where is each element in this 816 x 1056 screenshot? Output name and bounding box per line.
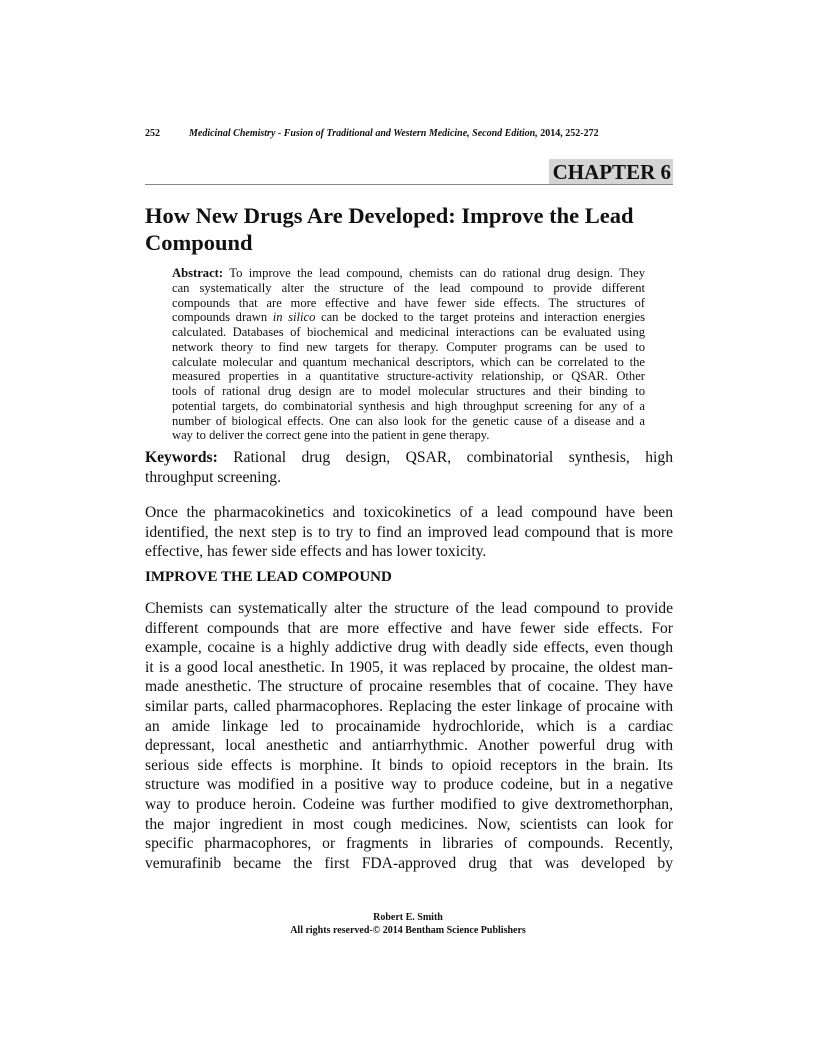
chapter-label: CHAPTER 6 — [549, 159, 673, 184]
footer-rights: All rights reserved-© 2014 Bentham Science Publishers — [290, 925, 526, 936]
abstract-line: compounds that are more effective and have fewer side effects. The structures of — [172, 295, 645, 310]
text-line: way to produce heroin. Codeine was further modified to give dextromethorphan, — [145, 795, 673, 813]
abstract-line: potential targets, do combinatorial synthesis and high throughput screening for any of a — [172, 398, 645, 413]
keywords-line: Rational drug design, QSAR, combinatorial synthesis, high — [217, 449, 673, 466]
keywords-line: throughput screening. — [145, 468, 281, 486]
abstract-line: can systematically alter the structure of the lead compound to provide different — [172, 280, 645, 295]
abstract-line: network theory to find new targets for therapy. Computer programs can be used to — [172, 339, 645, 354]
abstract-line: compounds drawn in silico can be docked to the target proteins and interaction energies — [172, 310, 646, 325]
abstract-line: way to deliver the correct gene into the patient in gene therapy. — [172, 428, 490, 443]
abstract-line: tools of rational drug design are to model molecular structures and their binding to — [172, 384, 645, 398]
abstract-label: Abstract: — [172, 266, 224, 280]
page-number: 252 — [145, 128, 160, 139]
running-header — [145, 128, 599, 139]
keywords-label: Keywords: — [145, 449, 218, 466]
abstract-line: measured properties in a quantitative structure-activity relationship, or QSAR. Other — [172, 369, 645, 384]
text-line: Chemists can systematically alter the structure of the lead compound to provide — [145, 600, 673, 617]
text-line: the major ingredient in most cough medicines. Now, scientists can look for — [145, 815, 673, 833]
title-line: Compound — [145, 230, 253, 255]
text-line: structure was modified in a positive way to produce codeine, but in a negative — [145, 776, 673, 794]
header-rule — [145, 184, 673, 185]
abstract-line: calculated. Databases of biochemical and medicinal interactions can be evaluated using — [172, 325, 645, 339]
text-line: an amide linkage led to procainamide hydrochloride, which is a cardiac — [145, 717, 673, 735]
text-line: made anesthetic. The structure of procaine resembles that of cocaine. They have — [145, 678, 673, 696]
abstract-line: To improve the lead compound, chemists can do rational drug design. They — [223, 266, 645, 280]
text-line: example, cocaine is a highly addictive drug with deadly side effects, even though — [145, 639, 673, 657]
text-line: similar parts, called pharmacophores. Replacing the ester linkage of procaine with — [145, 697, 673, 715]
footer-author: Robert E. Smith — [373, 912, 443, 923]
text-line: Once the pharmacokinetics and toxicokinetics of a lead compound have been — [145, 504, 673, 521]
text-line: effective, has fewer side effects and has lower toxicity. — [145, 543, 487, 560]
text-line: serious side effects is morphine. It binds to opioid receptors in the brain. Its — [145, 756, 673, 774]
text-line: depressant, local anesthetic and antiarrhythmic. Another powerful drug with — [145, 737, 673, 755]
chapter-title — [145, 202, 685, 256]
text-line: specific pharmacophores, or fragments in libraries of compounds. Recently, — [145, 835, 673, 853]
year-pages: 2014, 252-272 — [537, 128, 599, 139]
text-line: identified, the next step is to try to find an improved lead compound that is more — [145, 523, 673, 541]
section-heading: IMPROVE THE LEAD COMPOUND — [145, 569, 392, 585]
keywords — [145, 448, 673, 487]
abstract-line: number of biological effects. One can also look for the genetic cause of a disease and a — [172, 413, 645, 428]
abstract — [172, 266, 645, 443]
book-title: Medicinal Chemistry - Fusion of Traditional and Western Medicine, Second Edition, — [189, 128, 538, 139]
text-line: different compounds that are more effective and have fewer side effects. For — [145, 619, 673, 637]
abstract-line: calculate molecular and quantum mechanical descriptors, which can be correlated to the — [172, 354, 645, 369]
body-paragraph — [145, 599, 673, 873]
text-line: it is a good local anesthetic. In 1905, it was replaced by procaine, the oldest man- — [145, 658, 673, 676]
title-line: How New Drugs Are Developed: Improve the Lead — [145, 203, 634, 228]
intro-paragraph — [145, 503, 673, 562]
text-line: vemurafinib became the first FDA-approved drug that was developed by — [145, 854, 673, 872]
